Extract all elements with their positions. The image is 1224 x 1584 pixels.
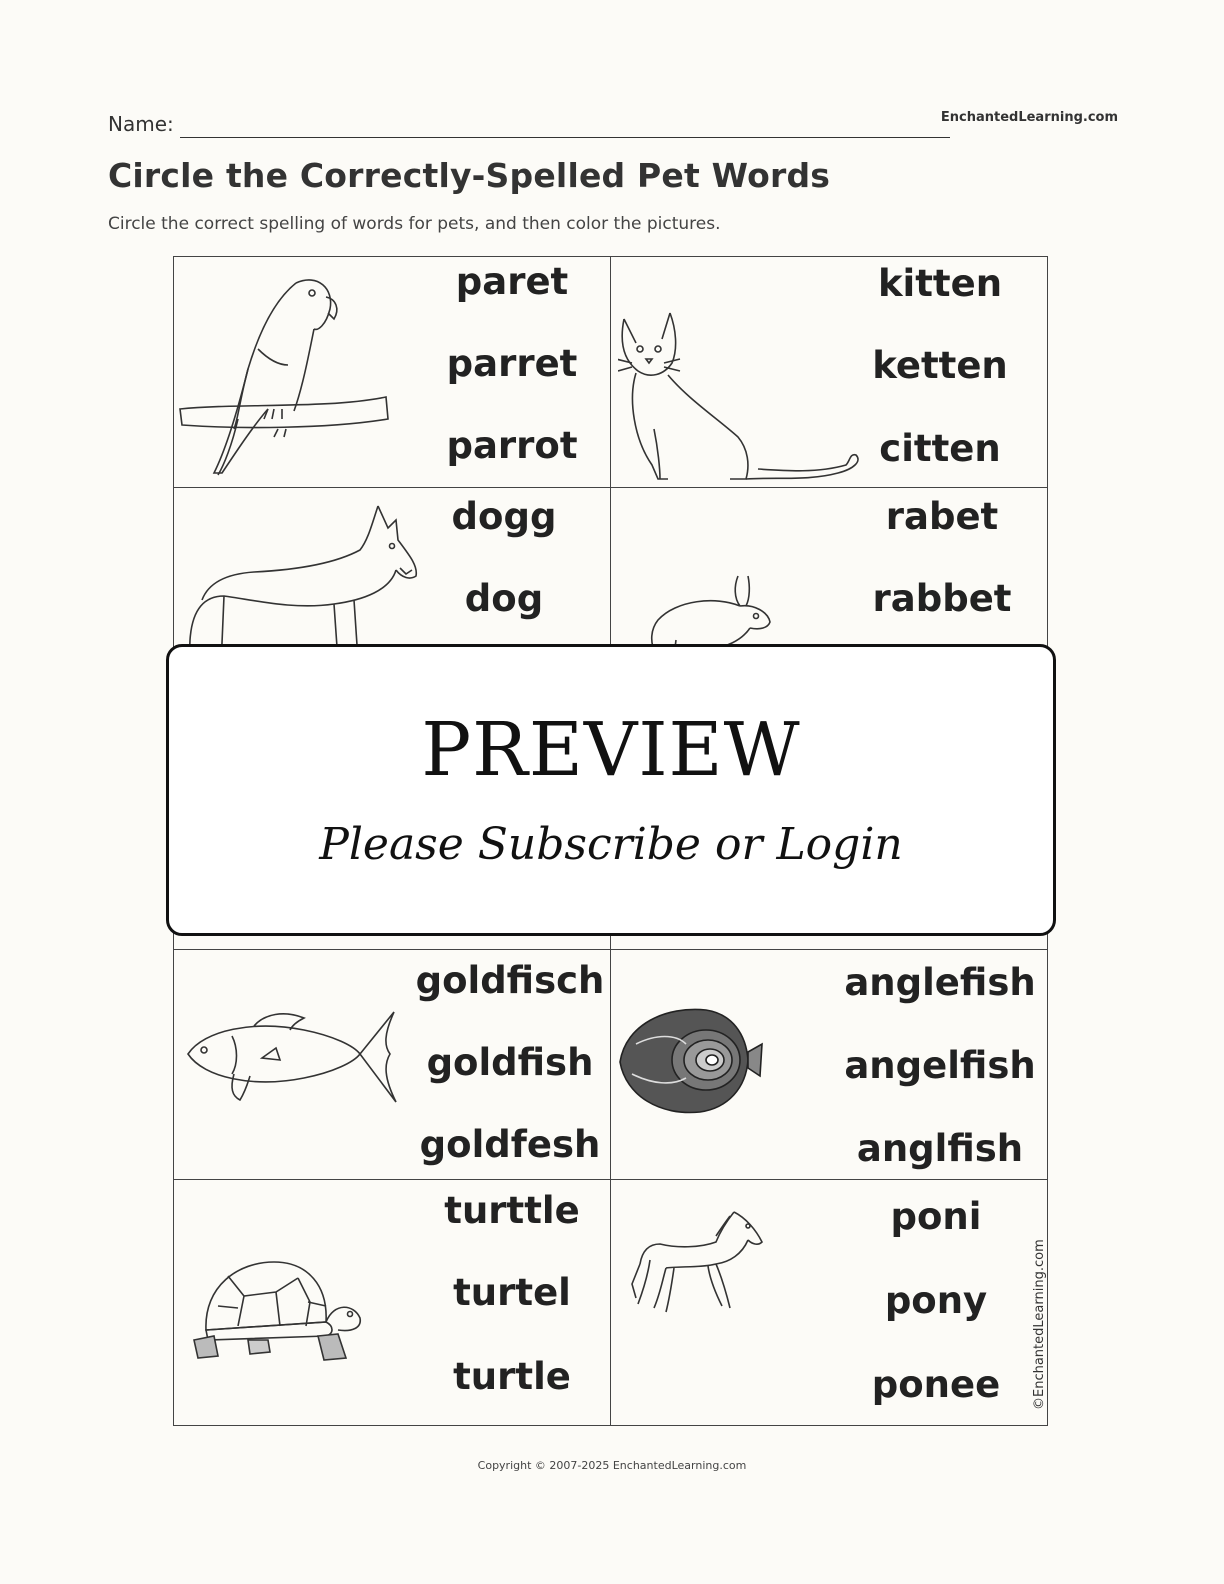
word-option[interactable]: parret [446, 342, 578, 385]
word-option[interactable]: dogg [451, 495, 557, 538]
word-option[interactable]: pony [884, 1279, 988, 1322]
brand-link[interactable]: EnchantedLearning.com [940, 110, 1118, 125]
word-option[interactable]: angelfish [844, 1044, 1036, 1087]
word-option[interactable]: anglefish [844, 961, 1036, 1004]
subscribe-login-link[interactable]: Please Subscribe or Login [319, 819, 903, 870]
instructions: Circle the correct spelling of words for pets, and then color the pictures. [108, 214, 721, 234]
word-option[interactable]: rabbet [872, 577, 1012, 620]
word-option[interactable]: dog [464, 577, 544, 620]
angelfish-icon [616, 1004, 766, 1116]
preview-title: PREVIEW [421, 707, 801, 793]
word-option[interactable]: goldfisch [415, 959, 605, 1002]
side-watermark: ©EnchantedLearning.com [1032, 1239, 1047, 1410]
cell-pony [610, 1180, 1047, 1425]
word-option[interactable]: turtel [453, 1271, 571, 1314]
word-option[interactable]: paret [455, 260, 569, 303]
word-option[interactable]: turtle [453, 1355, 571, 1398]
name-row [108, 110, 1118, 142]
word-option[interactable]: ketten [872, 344, 1008, 387]
pony-icon [630, 1208, 770, 1320]
cat-icon [618, 309, 868, 484]
preview-overlay[interactable] [166, 644, 1056, 936]
word-option[interactable]: goldfesh [419, 1123, 601, 1166]
word-option[interactable]: kitten [877, 262, 1003, 305]
goldfish-icon [184, 1008, 399, 1108]
word-option[interactable]: turttle [444, 1189, 580, 1232]
turtle-icon [188, 1256, 368, 1366]
word-option[interactable]: goldfish [426, 1041, 594, 1084]
name-label: Name: [108, 112, 174, 136]
word-option[interactable]: poni [890, 1195, 982, 1238]
word-option[interactable]: citten [879, 427, 1001, 470]
cell-angelfish [610, 950, 1047, 1179]
cell-cat [610, 257, 1047, 487]
word-option[interactable]: parrot [446, 424, 578, 467]
word-option[interactable]: anglfish [856, 1127, 1024, 1170]
word-option[interactable]: rabet [885, 495, 999, 538]
parrot-icon [178, 269, 398, 479]
cell-goldfish [174, 950, 610, 1179]
word-option[interactable]: ponee [871, 1363, 1001, 1406]
cell-parrot [174, 257, 610, 487]
page-title: Circle the Correctly-Spelled Pet Words [108, 156, 831, 195]
copyright: Copyright © 2007-2025 EnchantedLearning.com [477, 1459, 747, 1472]
cell-turtle [174, 1180, 610, 1425]
name-line [180, 137, 950, 138]
